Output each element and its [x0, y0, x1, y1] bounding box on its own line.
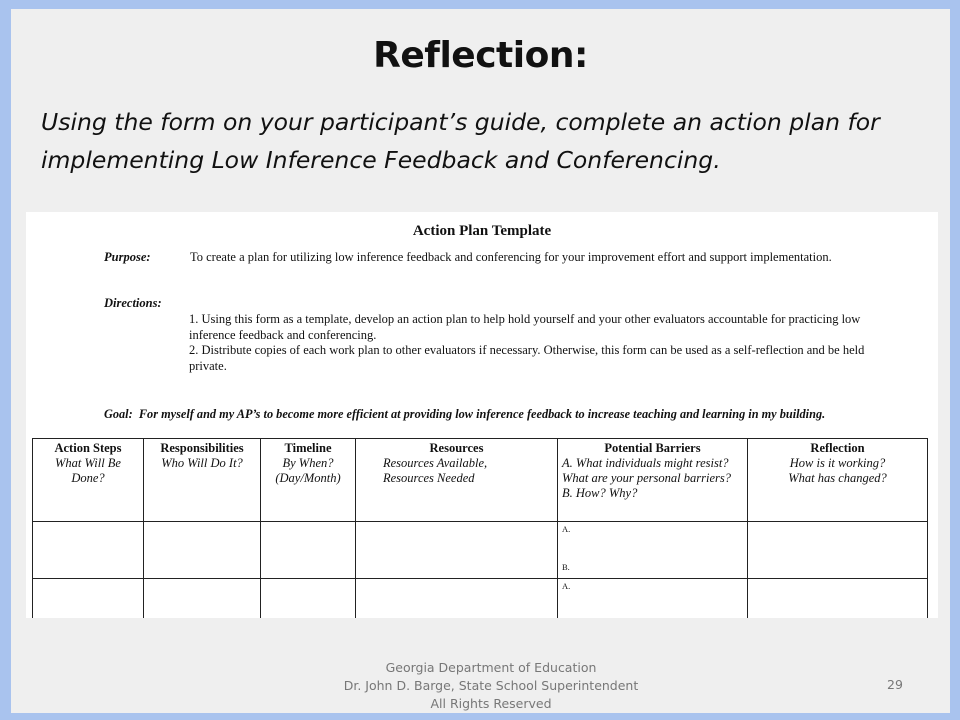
column-action-steps: [33, 439, 144, 522]
table-cell: [33, 579, 144, 619]
table-cell: [33, 522, 144, 579]
column-header: Potential Barriers: [604, 441, 701, 455]
direction-item: 2. Distribute copies of each work plan to other evaluators if necessary. Otherwise, this form can be used as a self-reflection and be held private.: [189, 343, 865, 373]
table-row: [33, 579, 928, 619]
column-header: Resources: [429, 441, 484, 455]
row-marker-a: A.: [562, 524, 571, 534]
column-subheader: Resources Needed: [383, 471, 475, 485]
table-cell: [144, 579, 261, 619]
column-subheader: By When?: [282, 456, 334, 470]
sheet-title: Action Plan Template: [412, 223, 552, 239]
column-header: Action Steps: [54, 441, 122, 455]
column-subheader: Who Will Do It?: [161, 456, 243, 470]
purpose-section: [104, 250, 884, 266]
table-header-row: [33, 439, 928, 522]
barrier-text: What individuals might resist? What are your personal barriers?: [562, 456, 731, 485]
purpose-text: To create a plan for utilizing low inference feedback and conferencing for your improvement effort and support implementation.: [190, 250, 832, 264]
footer-line: Georgia Department of Education: [385, 660, 597, 675]
column-responsibilities: [144, 439, 261, 522]
page-number: 29: [887, 677, 903, 692]
footer-line: All Rights Reserved: [430, 696, 552, 711]
column-subheader: What Will Be: [55, 456, 121, 470]
directions-list: [189, 312, 889, 374]
barrier-text: How? Why?: [575, 486, 638, 500]
column-potential-barriers: [558, 439, 748, 522]
goal-label: Goal:: [104, 407, 133, 421]
slide-title: Reflection:: [373, 35, 588, 76]
slide: [11, 9, 950, 713]
column-header: Timeline: [284, 441, 332, 455]
barrier-item: [558, 456, 747, 486]
column-subheader: Done?: [71, 471, 105, 485]
table-cell: [356, 522, 558, 579]
column-header: Reflection: [810, 441, 865, 455]
column-subheader: What has changed?: [788, 471, 887, 485]
row-marker-b: B.: [562, 562, 570, 572]
table-cell: [261, 579, 356, 619]
table-cell: [558, 522, 748, 579]
slide-subtitle: Using the form on your participant’s guide, complete an action plan for implementing Low Inference Feedback and Conferencing.: [41, 108, 880, 174]
goal-section: [104, 407, 924, 423]
table-row: [33, 522, 928, 579]
footer-line: Dr. John D. Barge, State School Superintendent: [343, 678, 639, 693]
directions-label: Directions:: [104, 296, 162, 310]
table-cell: [261, 522, 356, 579]
action-plan-table: [32, 438, 928, 618]
direction-item: 1. Using this form as a template, develop an action plan to help hold yourself and your other evaluators accountable for practicing low inference feedback and conferencing.: [189, 312, 861, 342]
table-cell: [356, 579, 558, 619]
column-subheader: How is it working?: [789, 456, 886, 470]
column-header: Responsibilities: [160, 441, 244, 455]
barrier-item: [558, 486, 747, 501]
action-plan-sheet: [26, 212, 938, 618]
column-subheader: (Day/Month): [275, 471, 341, 485]
barrier-key: B.: [562, 486, 573, 500]
column-reflection: [748, 439, 928, 522]
column-timeline: [261, 439, 356, 522]
column-resources: [356, 439, 558, 522]
table-cell: [558, 579, 748, 619]
row-marker-a: A.: [562, 581, 571, 591]
table-cell: [748, 579, 928, 619]
column-subheader: Resources Available,: [383, 456, 488, 470]
barrier-key: A.: [562, 456, 573, 470]
purpose-label: Purpose:: [104, 250, 151, 264]
table-cell: [144, 522, 261, 579]
slide-footer: [281, 659, 701, 713]
table-cell: [748, 522, 928, 579]
goal-text: For myself and my AP’s to become more efficient at providing low inference feedback to increase teaching and learning in my building.: [138, 407, 826, 421]
